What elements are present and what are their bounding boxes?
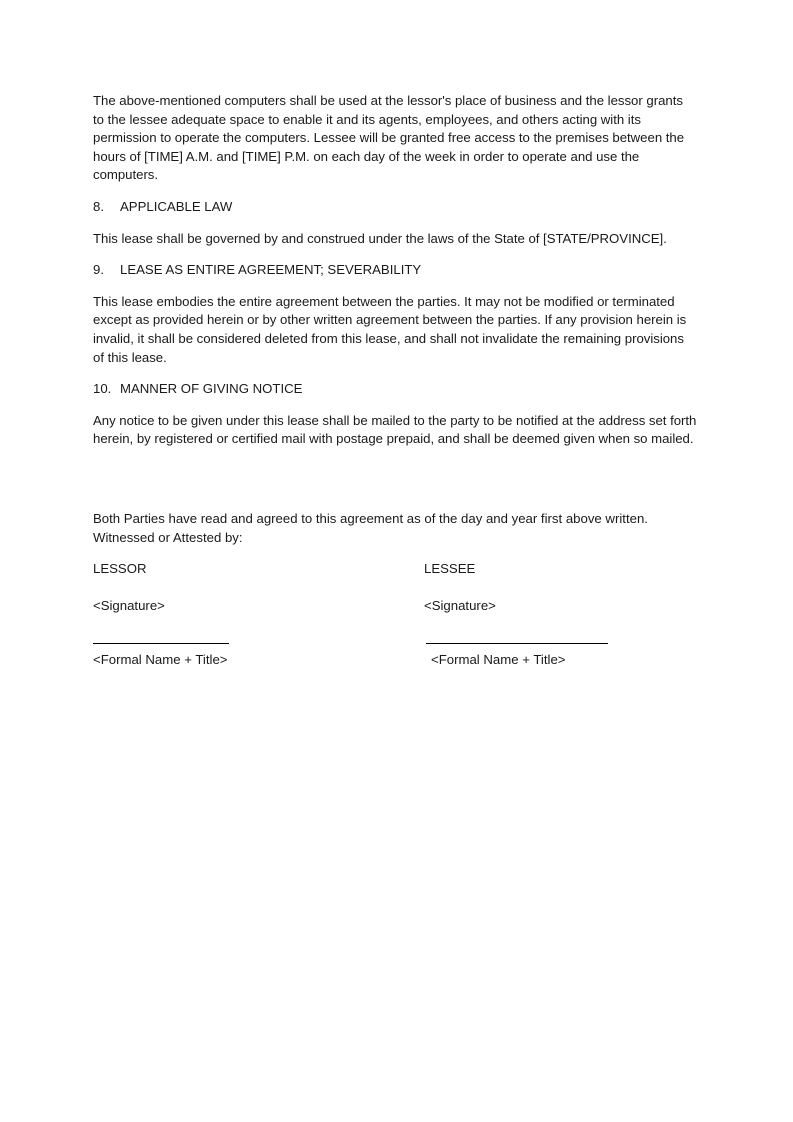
clause-heading-notice xyxy=(93,380,697,399)
lessee-name-title: <Formal Name + Title> xyxy=(431,652,566,668)
signature-block xyxy=(93,560,697,670)
clause-number: 10. xyxy=(93,381,112,397)
signature-intro-line-1: Both Parties have read and agreed to this agreement as of the day and year first above written. xyxy=(93,510,648,526)
lessor-signature-line xyxy=(93,643,229,644)
clause-heading-severability xyxy=(93,261,697,280)
lessee-signature-line xyxy=(426,643,608,644)
paragraph-notice: Any notice to be given under this lease shall be mailed to the party to be notified at the address set forth herein, by registered or certified mail with postage prepaid, and shall be deemed given when so mailed. xyxy=(93,412,697,447)
clause-title: LEASE AS ENTIRE AGREEMENT; SEVERABILITY xyxy=(120,262,422,278)
lessor-name-title: <Formal Name + Title> xyxy=(93,652,228,668)
lessee-signature-field[interactable]: <Signature> xyxy=(424,597,496,613)
lessee-label: LESSEE xyxy=(424,561,476,577)
lessor-signature-field[interactable]: <Signature> xyxy=(93,597,165,613)
clause-title: APPLICABLE LAW xyxy=(120,198,233,214)
paragraph-use-of-premises: The above-mentioned computers shall be used at the lessor's place of business and the lessor grants to the lessee adequate space to enable it and its agents, employees, and others acting with its permission to operate the computers. Lessee will be granted free access to the premises between the hours of [TIME] A.M. and [TIME] P.M. on each day of the week in order to operate and use the computers. xyxy=(93,93,685,183)
name-title-row xyxy=(93,651,697,670)
blank-spacer xyxy=(93,462,697,510)
clause-heading-applicable-law xyxy=(93,198,697,217)
lessor-label: LESSOR xyxy=(93,561,147,577)
paragraph-severability: This lease embodies the entire agreement between the parties. It may not be modified or terminated except as provided herein or by other written agreement between the parties. If any provision herein is invalid, it shall be considered deleted from this lease, and shall not invalidate the remaining provisions of this lease. xyxy=(93,293,687,365)
signature-placeholder-row xyxy=(93,597,697,616)
clause-title: MANNER OF GIVING NOTICE xyxy=(120,381,303,397)
paragraph-applicable-law: This lease shall be governed by and construed under the laws of the State of [STATE/PROVINCE]. xyxy=(93,230,667,246)
document-body xyxy=(93,92,697,670)
party-label-row xyxy=(93,560,697,579)
signature-intro xyxy=(93,510,697,547)
signature-intro-line-2: Witnessed or Attested by: xyxy=(93,529,243,545)
clause-number: 9. xyxy=(93,262,104,278)
signature-rule-row xyxy=(93,633,697,651)
clause-number: 8. xyxy=(93,198,104,214)
